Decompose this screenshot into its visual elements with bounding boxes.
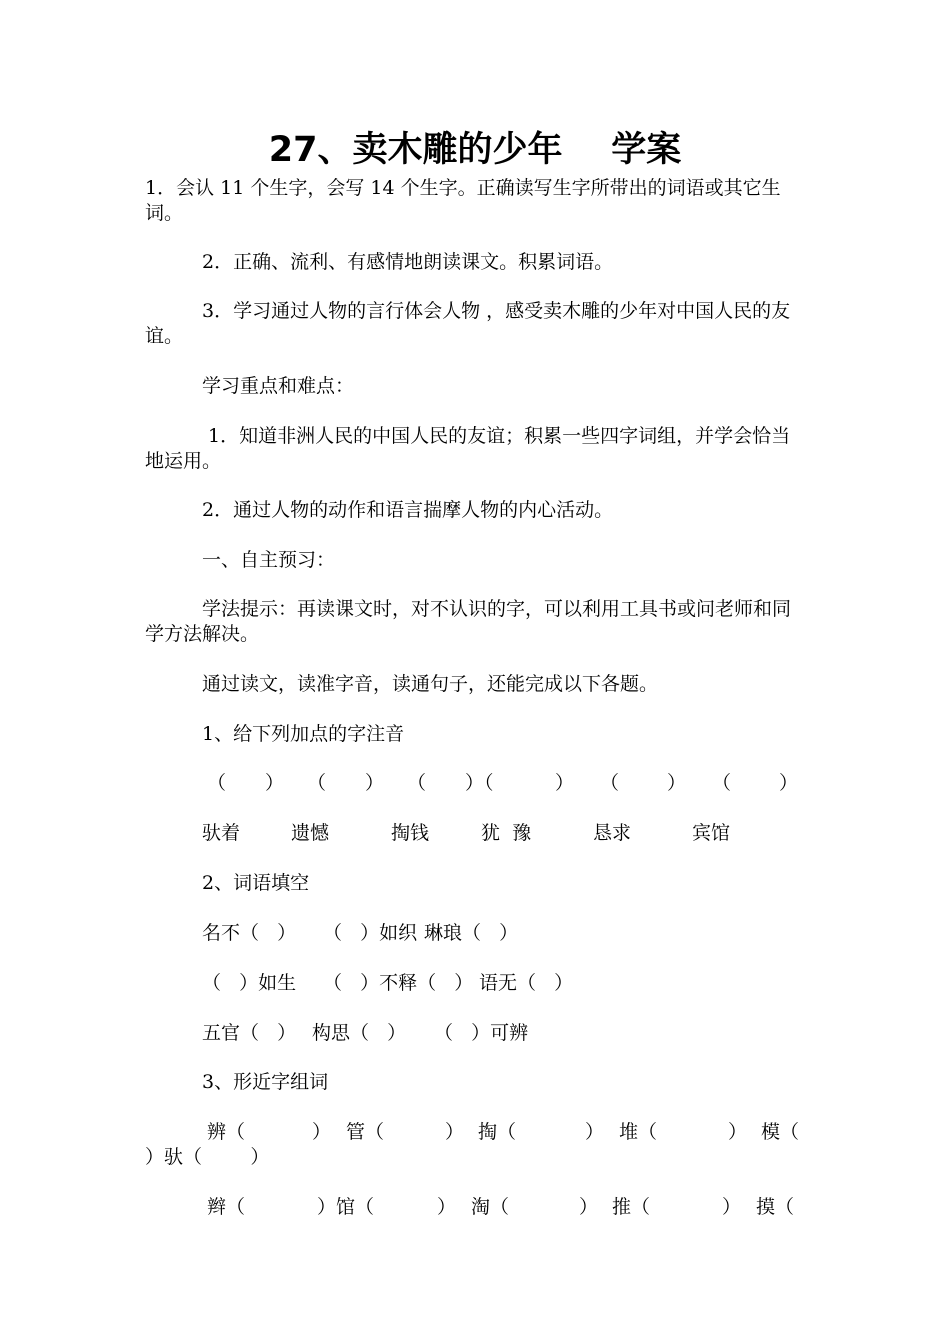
fill-in-item: （ ）可辨: [434, 1022, 529, 1044]
char-item: ）: [437, 1196, 457, 1218]
fill-in-item: 名不（ ）: [202, 922, 297, 944]
fill-in-item: （ ）如织: [323, 922, 418, 944]
fill-in-line-2: [145, 971, 807, 996]
char-item: 模（: [761, 1121, 800, 1143]
blank-paren: ）: [365, 772, 385, 794]
key-point-1: 1．知道非洲人民的中国人民的友谊；积累一些四字词组，并学会恰当地运用。: [145, 425, 791, 472]
blank-paren: （: [600, 772, 620, 794]
char-item: ）: [585, 1121, 605, 1143]
fill-in-item: 五官（ ）: [202, 1022, 297, 1044]
objective-2: 2．正确、流利、有感情地朗读课文。积累词语。: [202, 251, 614, 273]
page-title: 27、卖木雕的少年 学案: [268, 130, 682, 170]
word-item: 掏钱: [391, 822, 430, 844]
preview-heading: 一、自主预习：: [202, 549, 336, 571]
char-item: 淘（: [471, 1196, 510, 1218]
blank-paren: （: [712, 772, 732, 794]
similar-chars-row-2: [145, 1195, 807, 1220]
similar-chars-row-1: [145, 1120, 807, 1145]
fill-in-item: 构思（ ）: [312, 1022, 407, 1044]
char-item: 摸（: [756, 1196, 795, 1218]
pinyin-words-row: [145, 821, 807, 846]
char-item: ）: [312, 1121, 332, 1143]
fill-in-line-1: [145, 921, 807, 946]
question-1-label: 1、给下列加点的字注音: [202, 723, 405, 745]
blank-paren: ）（: [465, 772, 494, 794]
char-item: ）馆（: [317, 1196, 375, 1218]
blank-paren: （: [207, 772, 227, 794]
objective-3: 3．学习通过人物的言行体会人物 ，感受卖木雕的少年对中国人民的友谊。: [145, 300, 791, 347]
blank-paren: ）: [265, 772, 285, 794]
word-item: 驮着: [202, 822, 241, 844]
char-item: ）: [579, 1196, 599, 1218]
key-point-2: 2．通过人物的动作和语言揣摩人物的内心活动。: [202, 499, 614, 521]
char-item: ）: [445, 1121, 465, 1143]
question-3-label: 3、形近字组词: [202, 1071, 329, 1093]
question-2-label: 2、词语填空: [202, 872, 310, 894]
fill-in-line-3: [145, 1021, 807, 1046]
preview-intro: 通过读文，读准字音，读通句子，还能完成以下各题。: [202, 673, 659, 695]
blank-paren: （: [407, 772, 427, 794]
word-item: 宾馆: [692, 822, 731, 844]
fill-in-item: 琳琅（ ）: [424, 922, 519, 944]
char-item: 辨（: [207, 1121, 246, 1143]
char-item: 推（: [612, 1196, 651, 1218]
char-item: 堆（: [619, 1121, 658, 1143]
blank-paren: ）: [779, 772, 799, 794]
study-tip: 学法提示：再读课文时，对不认识的字，可以利用工具书或问老师和同学方法解决。: [145, 598, 792, 645]
objective-1: 1．会认 11 个生字，会写 14 个生字。正确读写生字所带出的词语或其它生词。: [145, 177, 781, 224]
word-item: 恳求: [593, 822, 632, 844]
word-item: 遗憾: [291, 822, 330, 844]
fill-in-item: 语无（ ）: [479, 972, 574, 994]
char-item: ）: [722, 1196, 742, 1218]
similar-chars-row-1-continued: ）驮（ ）: [145, 1146, 270, 1168]
char-item: 管（: [346, 1121, 385, 1143]
fill-in-item: （ ）如生: [202, 972, 297, 994]
char-item: ）: [728, 1121, 748, 1143]
key-points-heading: 学习重点和难点：: [202, 375, 355, 397]
blank-paren: ）: [555, 772, 575, 794]
word-item: 犹 豫: [481, 822, 532, 844]
fill-in-item: （ ）不释（ ）: [323, 972, 474, 994]
blank-paren: ）: [667, 772, 687, 794]
char-item: 辫（: [207, 1196, 246, 1218]
blank-paren: （: [307, 772, 327, 794]
pinyin-blanks-row: [145, 771, 807, 796]
char-item: 掏（: [478, 1121, 517, 1143]
